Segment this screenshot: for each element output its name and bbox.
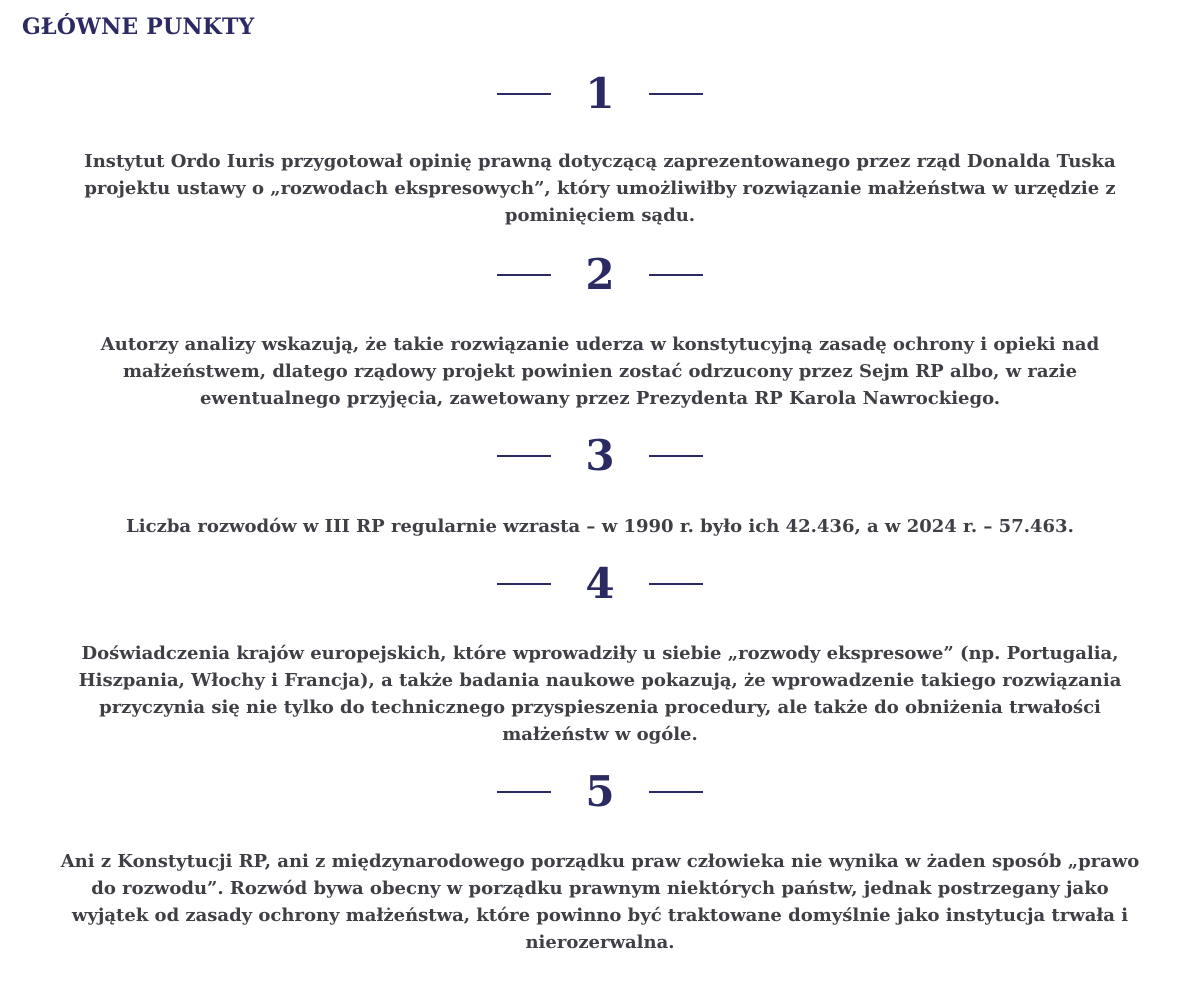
divider-line (497, 583, 551, 585)
point-number-1 (0, 64, 1200, 124)
point-number-label: 4 (585, 559, 615, 608)
divider-line (649, 274, 703, 276)
point-number-label: 2 (585, 250, 615, 299)
page-title: GŁÓWNE PUNKTY (22, 14, 255, 40)
divider-line (497, 93, 551, 95)
point-number-3 (0, 426, 1200, 486)
divider-line (649, 583, 703, 585)
point-text-1: Instytut Ordo Iuris przygotował opinię prawną dotyczącą zaprezentowanego przez rząd Donalda Tuska projektu ustawy o „rozwodach ekspresowych”, który umożliwiłby rozwiązanie małżeństwa w urzędzie z pominięciem sądu. (84, 151, 1116, 226)
divider-line (649, 791, 703, 793)
point-number-4 (0, 554, 1200, 614)
point-number-5 (0, 762, 1200, 822)
point-text-3: Liczba rozwodów w III RP regularnie wzrasta – w 1990 r. było ich 42.436, a w 2024 r. – 57.463. (126, 516, 1074, 537)
point-number-label: 3 (585, 431, 615, 480)
divider-line (497, 455, 551, 457)
point-text-4: Doświadczenia krajów europejskich, które wprowadziły u siebie „rozwody ekspresowe” (np. Portugalia, Hiszpania, Włochy i Francja), a także badania naukowe pokazują, że wprowadzenie takiego rozwiązania przyczynia się nie tylko do technicznego przyspieszenia procedury, ale także do obniżenia trwałości małżeństw w ogóle. (78, 643, 1122, 745)
divider-line (649, 455, 703, 457)
divider-line (497, 274, 551, 276)
point-text-2: Autorzy analizy wskazują, że takie rozwiązanie uderza w konstytucyjną zasadę ochrony i opieki nad małżeństwem, dlatego rządowy projekt powinien zostać odrzucony przez Sejm RP albo, w razie ewentualnego przyjęcia, zawetowany przez Prezydenta RP Karola Nawrockiego. (100, 334, 1100, 409)
divider-line (649, 93, 703, 95)
point-text-5: Ani z Konstytucji RP, ani z międzynarodowego porządku praw człowieka nie wynika w żaden sposób „prawo do rozwodu”. Rozwód bywa obecny w porządku prawnym niektórych państw, jednak postrzegany jako wyjątek od zasady ochrony małżeństwa, które powinno być traktowane domyślnie jako instytucja trwała i nierozerwalna. (60, 851, 1140, 953)
point-number-label: 5 (585, 767, 615, 816)
point-number-2 (0, 245, 1200, 305)
divider-line (497, 791, 551, 793)
point-number-label: 1 (585, 69, 615, 118)
